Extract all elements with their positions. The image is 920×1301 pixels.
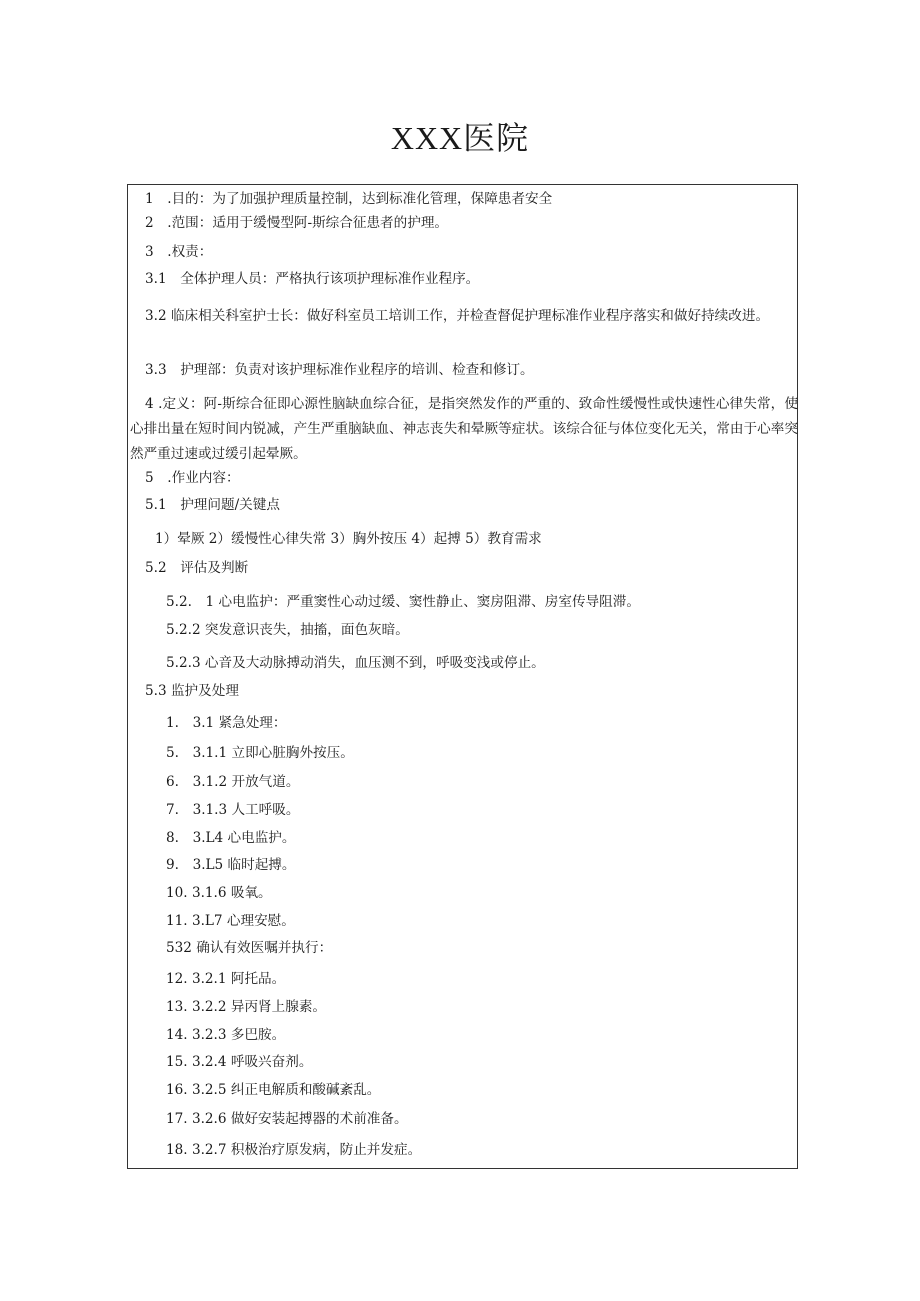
item-5-2-3: 5.2.3 心音及大动脉搏动消失，血压测不到，呼吸变浅或停止。: [166, 655, 545, 671]
list-item: 17. 3.2.6 做好安装起搏器的术前准备。: [166, 1111, 408, 1127]
list-item: 532 确认有效医嘱并执行：: [166, 940, 333, 956]
section-purpose: 1 .目的：为了加强护理质量控制，达到标准化管理，保障患者安全: [145, 191, 553, 207]
key-points: 1）晕厥 2）缓慢性心律失常 3）胸外按压 4）起搏 5）教育需求: [155, 531, 542, 547]
list-item: 12. 3.2.1 阿托品。: [166, 971, 286, 987]
list-item: 14. 3.2.3 多巴胺。: [166, 1027, 286, 1043]
section-definition: 4 .定义：阿-斯综合征即心源性脑缺血综合征，是指突然发作的严重的、致命性缓慢性或快速性心律失常，使心排出量在短时间内锐减，产生严重脑缺血、神志丧失和晕厥等症状。该综合征与体位变化无关，常由于心率突然严重过速或过缓引起晕厥。: [130, 396, 798, 462]
list-item: 18. 3.2.7 积极治疗原发病，防止并发症。: [166, 1142, 422, 1158]
section-responsibility: 3 .权责：: [145, 244, 213, 260]
list-item: 8. 3.L4 心电监护。: [166, 830, 296, 846]
item-5-2-1: 5.2. 1 心电监护：严重窦性心动过缓、窦性静止、窦房阻滞、房室传导阻滞。: [166, 594, 640, 610]
section-scope: 2 .范围：适用于缓慢型阿-斯综合征患者的护理。: [145, 215, 449, 231]
list-item: 6. 3.1.2 开放气道。: [166, 774, 300, 790]
page-title: XXX医院: [390, 120, 530, 156]
list-item: 11. 3.L7 心理安慰。: [166, 913, 295, 929]
list-item: 16. 3.2.5 纠正电解质和酸碱紊乱。: [166, 1082, 381, 1098]
item-3-2: 3.2 临床相关科室护士长：做好科室员工培训工作，并检查督促护理标准作业程序落实和做好持续改进。: [145, 308, 770, 324]
list-item: 10. 3.1.6 吸氧。: [166, 885, 272, 901]
item-5-2: 5.2 评估及判断: [145, 560, 249, 576]
list-item: 7. 3.1.3 人工呼吸。: [166, 802, 300, 818]
list-item: 13. 3.2.2 异丙肾上腺素。: [166, 999, 327, 1015]
item-3-1: 3.1 全体护理人员：严格执行该项护理标准作业程序。: [145, 271, 480, 287]
list-item: 1. 3.1 紧急处理：: [166, 715, 287, 731]
list-item: 9. 3.L5 临时起搏。: [166, 857, 296, 873]
list-item: 5. 3.1.1 立即心脏胸外按压。: [166, 745, 354, 761]
item-3-3: 3.3 护理部：负责对该护理标准作业程序的培训、检查和修订。: [145, 362, 534, 378]
item-5-3: 5.3 监护及处理: [145, 683, 239, 699]
content-frame: [127, 184, 798, 1169]
list-item: 15. 3.2.4 呼吸兴奋剂。: [166, 1054, 313, 1070]
item-5-1: 5.1 护理问题/关键点: [145, 497, 280, 513]
item-5-2-2: 5.2.2 突发意识丧失，抽搐，面色灰暗。: [166, 622, 409, 638]
section-content: 5 .作业内容：: [145, 470, 240, 486]
